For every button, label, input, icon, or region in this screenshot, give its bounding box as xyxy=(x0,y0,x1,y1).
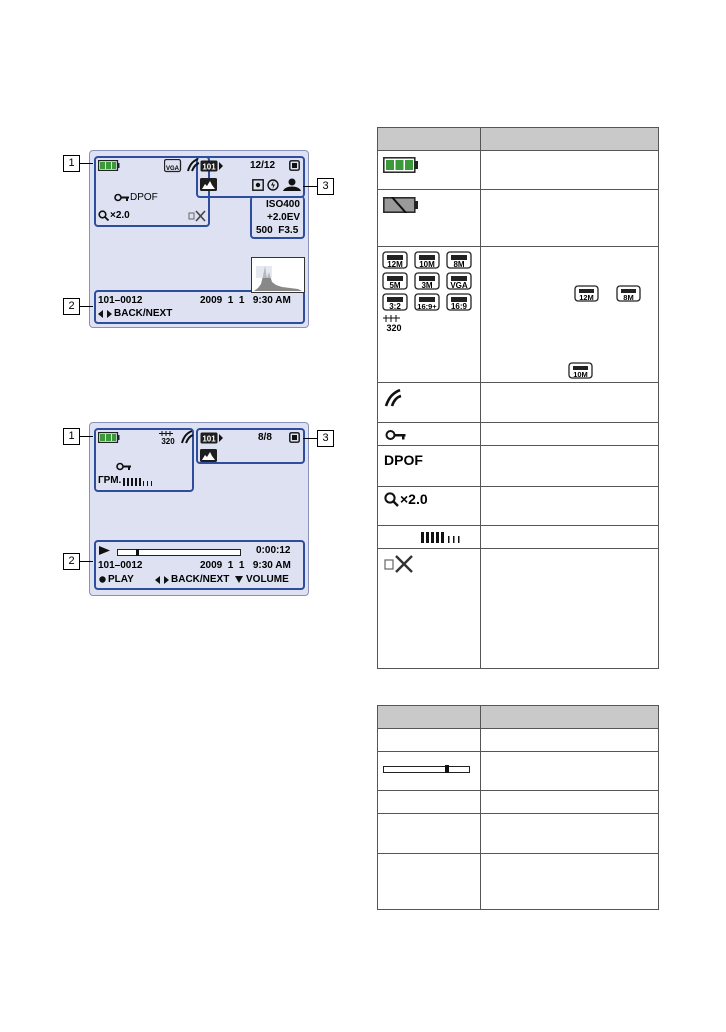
table-row xyxy=(378,525,658,548)
histogram-small-icon xyxy=(200,449,217,462)
size-icon-16-9 xyxy=(447,294,471,311)
zoom-icon xyxy=(98,210,109,221)
image-count: 8/8 xyxy=(258,432,272,443)
volume-label: ГРМ. xyxy=(98,475,122,486)
size-note-label: 8M xyxy=(623,293,634,302)
size-icon-5m xyxy=(383,273,407,290)
upload-icon xyxy=(186,158,200,172)
table-row xyxy=(378,548,658,668)
battery-icon xyxy=(98,160,120,171)
description-cell xyxy=(481,752,658,790)
header-cell xyxy=(481,706,658,728)
size-icon-label: 16:9 xyxy=(450,302,468,311)
image-size-icon xyxy=(164,159,182,173)
table-row xyxy=(378,813,658,853)
shutter-aperture: 500 F3.5 xyxy=(256,225,299,236)
histogram-curve xyxy=(252,258,304,292)
indicator-cell xyxy=(378,190,481,246)
volume-level-icon xyxy=(421,532,465,543)
down-arrow-icon xyxy=(235,576,243,583)
size-note-icon-12m xyxy=(574,285,599,302)
upload-icon xyxy=(384,389,402,407)
scene-icon xyxy=(282,178,302,191)
size-icon-label: 12M xyxy=(387,260,403,269)
center-button-icon xyxy=(99,576,106,583)
size-icon-8m xyxy=(447,252,471,269)
table-header xyxy=(378,128,658,150)
callout-3: 3 xyxy=(317,178,334,195)
description-cell xyxy=(481,446,658,486)
size-note-label: 10M xyxy=(573,370,588,379)
size-icon-vga xyxy=(447,273,471,290)
battery-icon xyxy=(383,157,419,173)
callout-1: 1 xyxy=(63,155,80,172)
playback-progress-marker xyxy=(136,549,139,556)
table-row xyxy=(378,728,658,751)
flash-off-icon xyxy=(267,179,279,191)
size-icon-16-9-plus xyxy=(415,294,439,311)
protect-icon xyxy=(116,462,132,471)
indicator-cell xyxy=(378,549,481,668)
callout-1-line xyxy=(79,163,93,164)
play-label: PLAY xyxy=(108,574,134,585)
description-cell xyxy=(481,423,658,445)
table-row xyxy=(378,189,658,246)
file-number: 101–0012 xyxy=(98,295,143,306)
table-row xyxy=(378,382,658,422)
header-cell xyxy=(481,128,658,150)
table-row xyxy=(378,246,658,382)
play-state-icon xyxy=(99,546,110,555)
indicator-table-1 xyxy=(377,127,659,669)
histogram-small-icon xyxy=(200,178,217,191)
table-row xyxy=(378,445,658,486)
upload-icon xyxy=(180,430,194,444)
exposure-value: +2.0EV xyxy=(267,212,301,223)
table-row xyxy=(378,150,658,189)
battery-empty-icon xyxy=(383,197,421,213)
callout-2-line xyxy=(79,306,93,307)
playback-still-screen xyxy=(89,150,309,328)
size-icon-3m xyxy=(415,273,439,290)
navigation-label: BACK/NEXT xyxy=(171,574,230,585)
size-note-icon-10m xyxy=(568,362,593,379)
date-time: 2009 1 1 9:30 AM xyxy=(200,560,291,571)
image-size-icon-label: VGA xyxy=(165,166,180,172)
dpof-mark: DPOF xyxy=(130,192,158,203)
size-icon-10m xyxy=(415,252,439,269)
folder-icon xyxy=(200,160,224,172)
folder-label: 101 xyxy=(202,162,216,172)
image-size-icons xyxy=(382,251,478,333)
histogram-graph xyxy=(251,257,305,293)
zoom-label: ×2.0 xyxy=(400,491,428,507)
callout-2: 2 xyxy=(63,553,80,570)
memory-icon xyxy=(289,432,300,443)
size-icon-label: 3:2 xyxy=(389,302,401,311)
size-icon-label: 5M xyxy=(389,281,401,290)
size-icon-label: 3M xyxy=(421,281,433,290)
left-right-arrows-icon xyxy=(98,310,112,318)
table-header xyxy=(378,706,658,728)
volume-level-icon xyxy=(123,476,157,486)
description-cell xyxy=(481,854,658,909)
indicator-cell xyxy=(378,247,481,382)
description-cell xyxy=(481,151,658,189)
size-icon-3-2 xyxy=(383,294,407,311)
callout-2-line xyxy=(79,561,93,562)
zoom-icon xyxy=(384,492,399,507)
callout-2: 2 xyxy=(63,298,80,315)
description-cell xyxy=(481,814,658,853)
callout-1: 1 xyxy=(63,428,80,445)
size-icon-label: 10M xyxy=(419,260,435,269)
iso-value: ISO400 xyxy=(266,199,300,210)
header-cell xyxy=(378,128,481,150)
indicator-cell xyxy=(378,423,481,445)
memory-icon xyxy=(289,160,300,171)
size-icon-12m xyxy=(383,252,407,269)
indicator-cell xyxy=(378,487,481,525)
protect-icon xyxy=(385,429,407,441)
size-icon-label: VGA xyxy=(450,281,468,290)
playback-movie-screen xyxy=(89,422,309,596)
zoom-value: ×2.0 xyxy=(110,210,130,221)
callout-1-line xyxy=(79,436,93,437)
callout-3: 3 xyxy=(317,430,334,447)
folder-label: 101 xyxy=(202,434,216,444)
playback-progress-bar xyxy=(383,766,470,773)
description-cell xyxy=(481,247,658,382)
size-note-icon-8m xyxy=(616,285,641,302)
description-cell xyxy=(481,526,658,548)
description-cell xyxy=(481,383,658,422)
battery-icon xyxy=(98,432,120,443)
indicator-cell xyxy=(378,526,481,548)
connection-icon xyxy=(384,555,414,573)
indicator-cell xyxy=(378,151,481,189)
protect-icon xyxy=(114,193,130,202)
size-icon-label: 8M xyxy=(453,260,465,269)
left-right-arrows-icon xyxy=(155,576,169,584)
table-row xyxy=(378,751,658,790)
navigation-label: BACK/NEXT xyxy=(114,308,173,319)
playback-counter: 0:00:12 xyxy=(256,545,291,556)
dpof-label: DPOF xyxy=(384,452,423,468)
size-icon-320 xyxy=(383,315,402,333)
connection-icon xyxy=(188,210,206,222)
header-cell xyxy=(378,706,481,728)
folder-icon xyxy=(200,432,224,444)
indicator-cell xyxy=(378,383,481,422)
indicator-cell xyxy=(378,814,481,853)
indicator-cell xyxy=(378,729,481,751)
description-cell xyxy=(481,549,658,668)
table-row xyxy=(378,790,658,813)
callout-3-line xyxy=(303,186,317,187)
indicator-cell xyxy=(378,854,481,909)
size-note-label: 12M xyxy=(579,293,594,302)
description-cell xyxy=(481,791,658,813)
metering-icon xyxy=(252,179,264,191)
indicator-cell xyxy=(378,446,481,486)
description-cell xyxy=(481,729,658,751)
movie-size-icon xyxy=(157,430,179,446)
date-time: 2009 1 1 9:30 AM xyxy=(200,295,291,306)
movie-size-label: 320 xyxy=(161,437,175,446)
playback-progress-marker xyxy=(445,765,449,773)
size-icon-label: 320 xyxy=(386,323,402,333)
description-cell xyxy=(481,190,658,246)
image-count: 12/12 xyxy=(250,160,276,171)
indicator-table-2 xyxy=(377,705,659,910)
size-icon-label: 16:9+ xyxy=(417,302,437,311)
table-row xyxy=(378,853,658,909)
table-row xyxy=(378,486,658,525)
description-cell xyxy=(481,487,658,525)
callout-3-line xyxy=(303,438,317,439)
indicator-cell xyxy=(378,791,481,813)
file-number: 101–0012 xyxy=(98,560,143,571)
table-row xyxy=(378,422,658,445)
indicator-cell xyxy=(378,752,481,790)
volume-control-label: VOLUME xyxy=(246,574,289,585)
